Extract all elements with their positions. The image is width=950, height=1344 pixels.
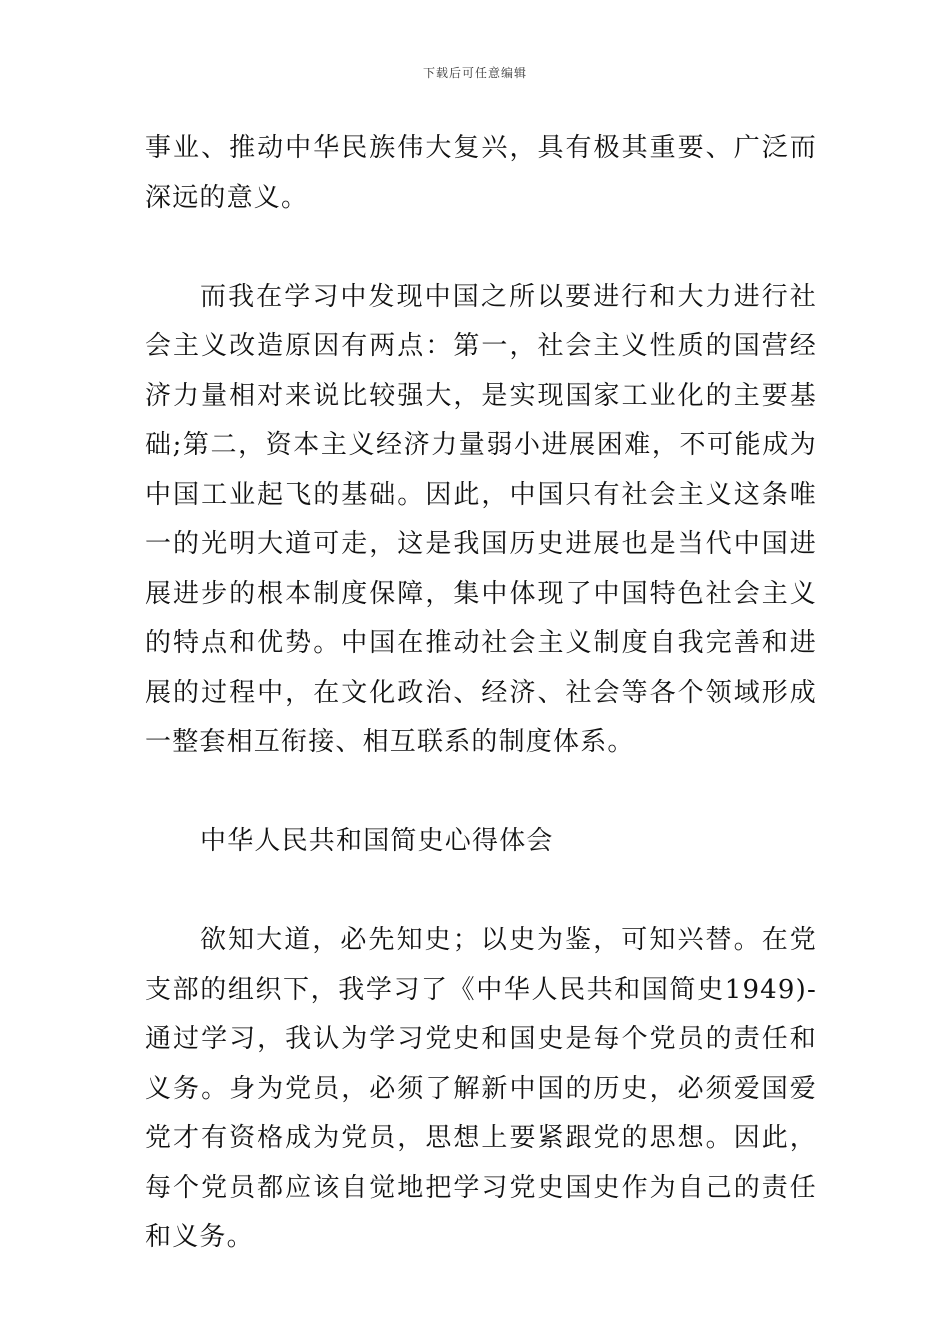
paragraph-gap — [145, 768, 817, 818]
page-header: 下载后可任意编辑 — [422, 66, 527, 80]
section-heading: 中华人民共和国简史心得体会 — [200, 826, 554, 856]
paragraph-history-study: 欲知大道，必先知史；以史为鉴，可知兴替。在党支部的组织下，我学习了《中华人民共和国简史1949)-通过学习，我认为学习党史和国史是每个党员的责任和义务。身为党员，必须了解新中国的历史，必须爱国爱党才有资格成为党员，思想上要紧跟党的思想。因此，每个党员都应该自觉地把学习党史国史作为自己的责任和义务。 — [145, 925, 817, 1252]
paragraph-gap — [145, 867, 817, 917]
document-body — [145, 124, 817, 1263]
paragraph-gap — [145, 223, 817, 273]
paragraph-socialist-transformation: 而我在学习中发现中国之所以要进行和大力进行社会主义改造原因有两点：第一，社会主义性质的国营经济力量相对来说比较强大，是实现国家工业化的主要基础;第二，资本主义经济力量弱小进展困难，不可能成为中国工业起飞的基础。因此，中国只有社会主义这条唯一的光明大道可走，这是我国历史进展也是当代中国进展进步的根本制度保障，集中体现了中国特色社会主义的特点和优势。中国在推动社会主义制度自我完善和进展的过程中，在文化政治、经济、社会等各个领域形成一整套相互衔接、相互联系的制度体系。 — [145, 281, 817, 757]
paragraph-intro-continuation: 事业、推动中华民族伟大复兴，具有极其重要、广泛而深远的意义。 — [145, 133, 817, 213]
